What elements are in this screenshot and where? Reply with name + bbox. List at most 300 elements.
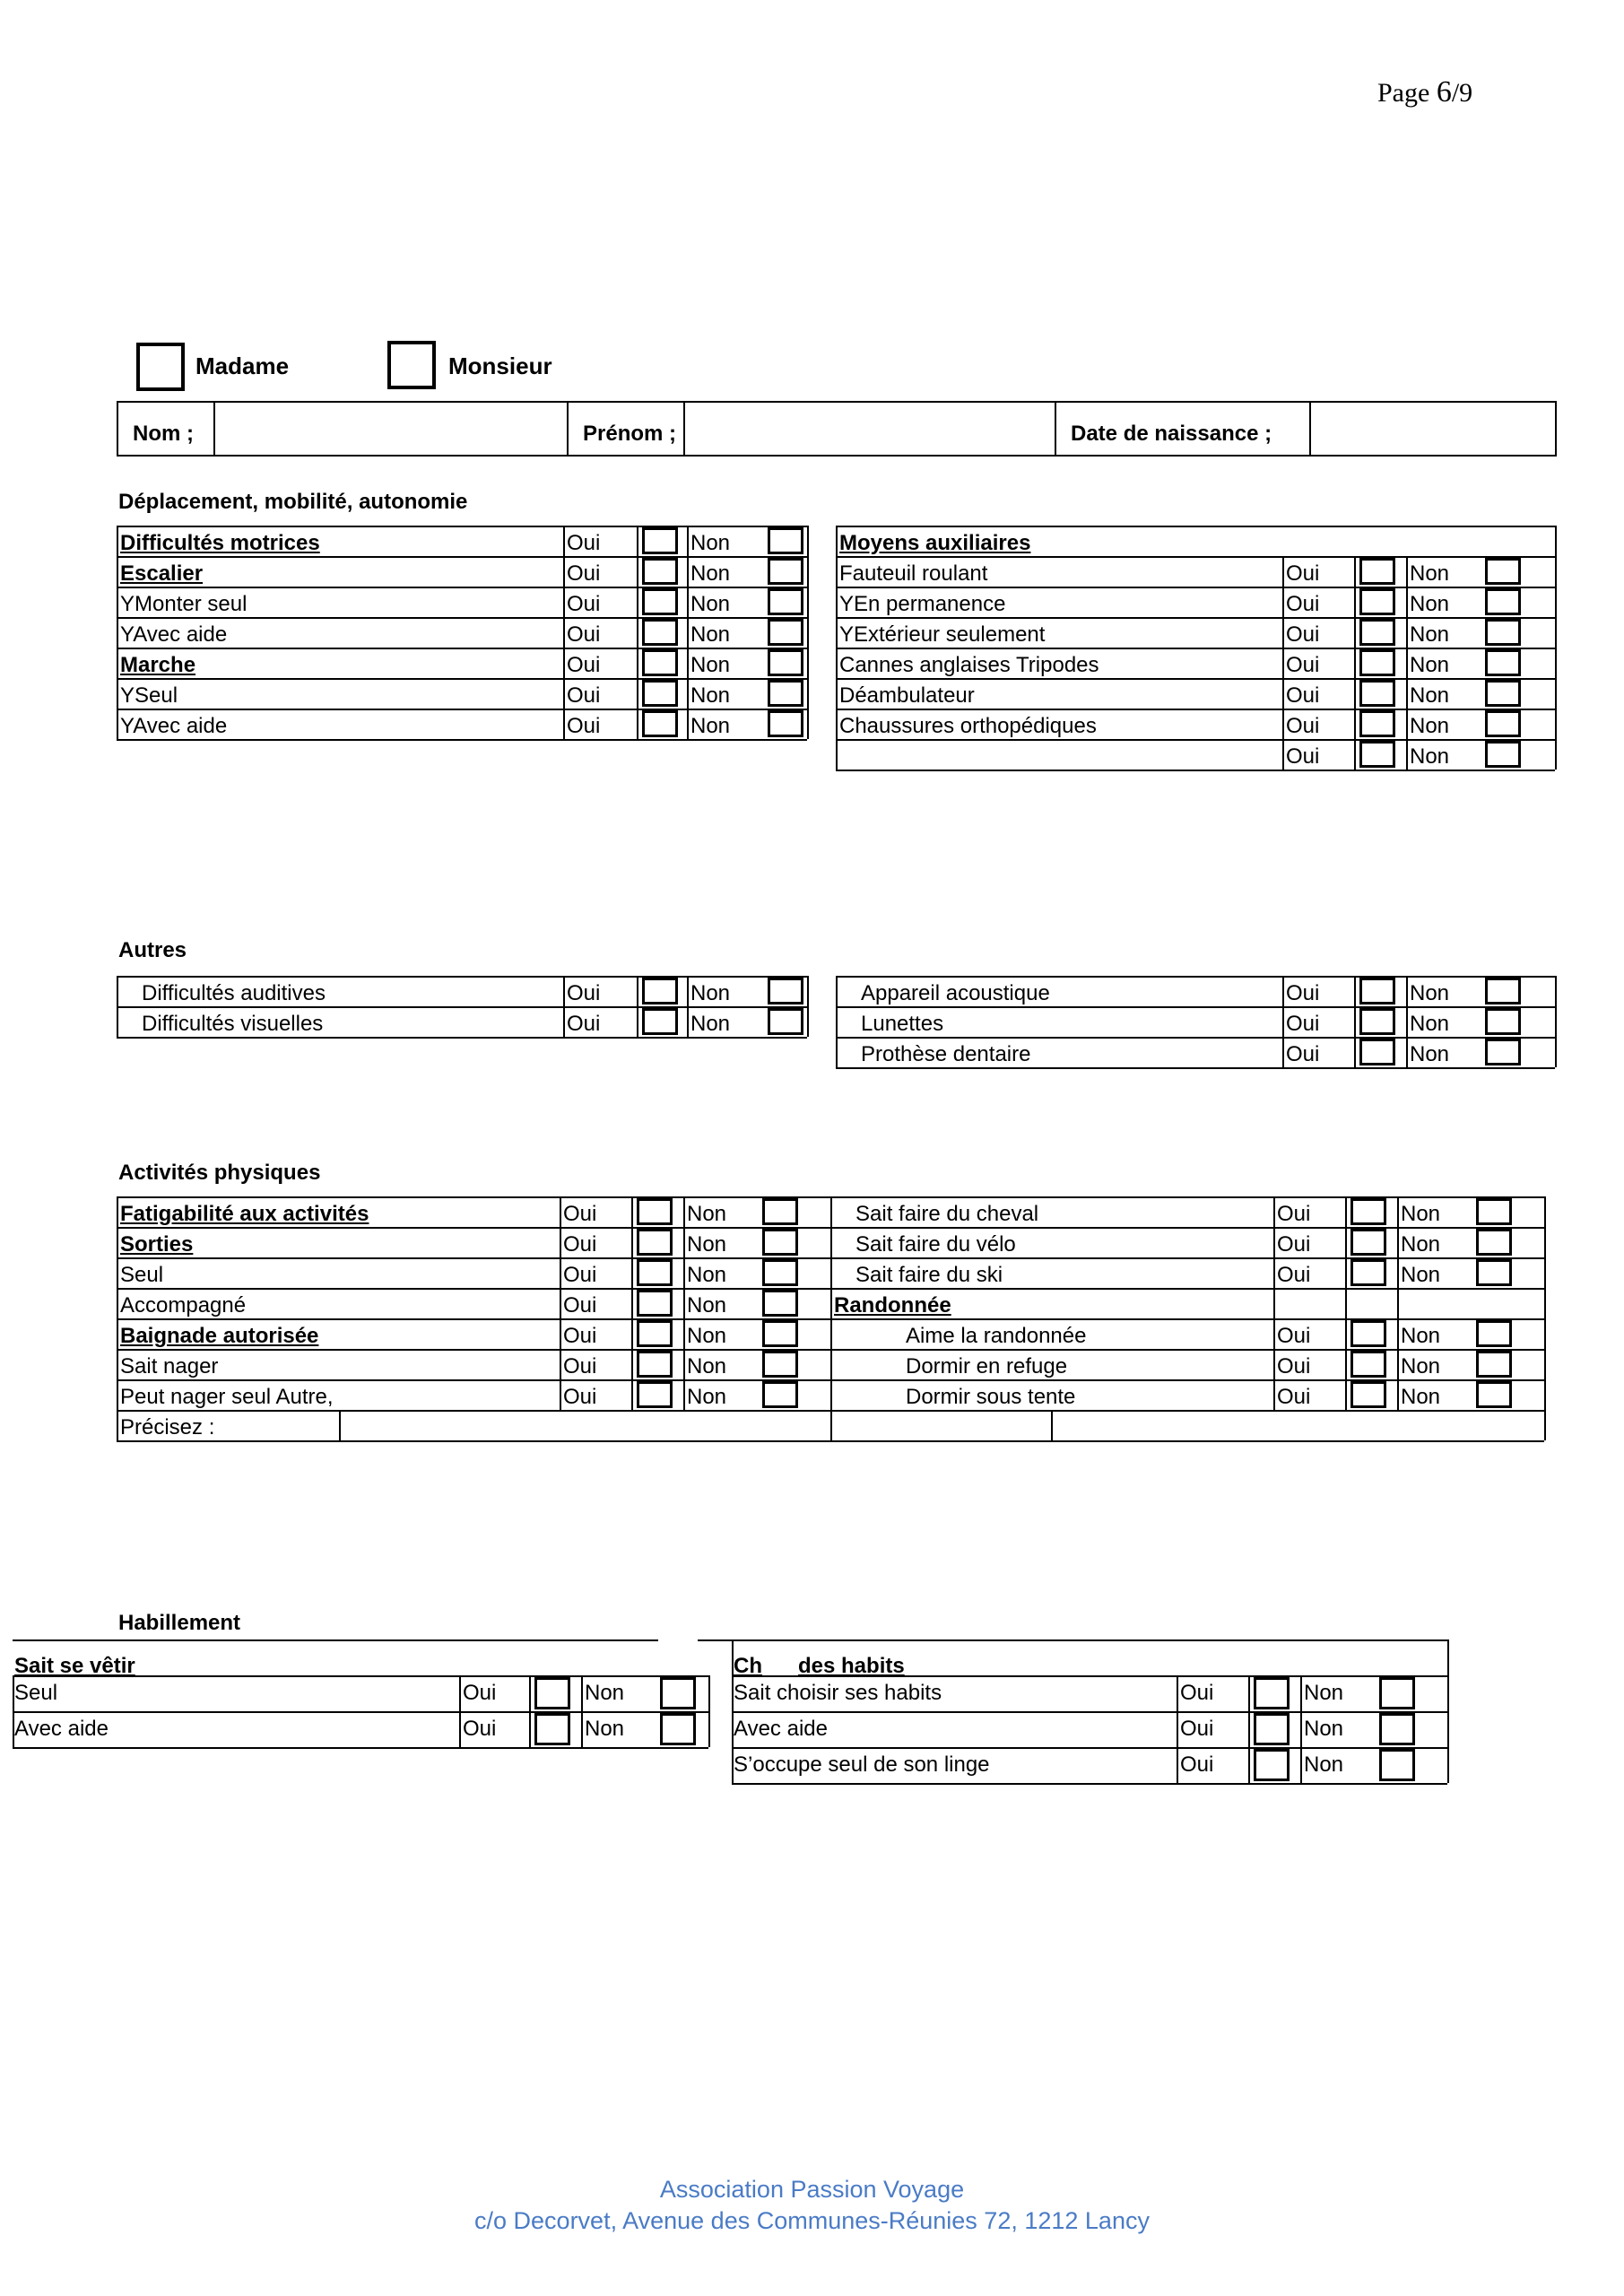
moyens-auxiliaires-oui-checkbox[interactable]	[1359, 588, 1395, 615]
autres-right-oui-label: Oui	[1286, 1012, 1320, 1036]
activites-left-oui-checkbox[interactable]	[637, 1320, 673, 1347]
rule-line	[732, 1783, 1447, 1785]
autres-right-oui-checkbox[interactable]	[1359, 978, 1395, 1004]
deplacement-left-non-checkbox[interactable]	[768, 588, 803, 615]
deplacement-left-label: Escalier	[120, 561, 204, 586]
activites-left-non-checkbox[interactable]	[762, 1351, 798, 1378]
activites-left-label: Baignade autorisée	[120, 1324, 319, 1348]
choix-habits-oui-label: Oui	[1180, 1752, 1214, 1777]
rule-line	[836, 526, 1555, 527]
activites-right-oui-label: Oui	[1277, 1202, 1311, 1226]
rule-line	[836, 556, 838, 770]
rule-line	[836, 617, 1555, 619]
rule-line	[529, 1675, 531, 1747]
choix-habits-non-checkbox[interactable]	[1379, 1749, 1415, 1781]
rule-line	[117, 1227, 830, 1229]
rule-line	[563, 976, 565, 1037]
rule-line	[1406, 976, 1408, 1067]
rule-line	[732, 1711, 1447, 1713]
autres-left-oui-label: Oui	[567, 1012, 601, 1036]
nom-field[interactable]	[215, 403, 565, 455]
autres-left-non-checkbox[interactable]	[768, 1008, 803, 1035]
rule-line	[117, 556, 807, 558]
activites-left-non-checkbox[interactable]	[762, 1290, 798, 1317]
rule-line	[117, 526, 118, 739]
moyens-auxiliaires-non-checkbox[interactable]	[1485, 558, 1521, 585]
moyens-auxiliaires-oui-label: Oui	[1286, 683, 1320, 708]
rule-line	[117, 709, 807, 710]
autres-left-non-checkbox[interactable]	[768, 978, 803, 1004]
rule-line	[836, 526, 838, 556]
deplacement-left-non-checkbox[interactable]	[768, 680, 803, 707]
nom-label: Nom ;	[133, 422, 194, 446]
deplacement-left-non-label: Non	[690, 561, 731, 586]
activites-left-label: Seul	[120, 1263, 164, 1287]
activites-left-non-checkbox[interactable]	[762, 1259, 798, 1286]
activites-left-non-checkbox[interactable]	[762, 1198, 798, 1225]
moyens-auxiliaires-label: Chaussures orthopédiques	[839, 714, 1097, 738]
moyens-auxiliaires-oui-label: Oui	[1286, 744, 1320, 769]
activites-left-oui-label: Oui	[563, 1263, 597, 1287]
rule-line	[117, 1037, 807, 1039]
activites-right-non-label: Non	[1401, 1324, 1441, 1348]
rule-line	[1354, 556, 1356, 770]
choix-habits-non-checkbox[interactable]	[1379, 1713, 1415, 1745]
deplacement-left-non-checkbox[interactable]	[768, 619, 803, 646]
moyens-auxiliaires-oui-checkbox[interactable]	[1359, 649, 1395, 676]
rule-line	[117, 739, 807, 741]
rule-line	[1177, 1675, 1178, 1783]
autres-right-label: Appareil acoustique	[861, 981, 1050, 1005]
rule-line	[732, 1675, 1447, 1677]
rule-line	[836, 1037, 1555, 1039]
autres-left-non-label: Non	[690, 1012, 731, 1036]
activites-left-non-checkbox[interactable]	[762, 1381, 798, 1408]
deplacement-left-non-checkbox[interactable]	[768, 710, 803, 737]
sait-se-vetir-label: Seul	[14, 1681, 58, 1705]
rule-line	[836, 709, 1555, 710]
deplacement-left-non-checkbox[interactable]	[768, 527, 803, 554]
deplacement-left-oui-checkbox[interactable]	[642, 588, 678, 615]
rule-line	[1397, 1196, 1399, 1410]
moyens-auxiliaires-non-checkbox[interactable]	[1485, 710, 1521, 737]
autres-right-label: Prothèse dentaire	[861, 1042, 1031, 1066]
choix-habits-oui-label: Oui	[1180, 1717, 1214, 1741]
activites-right-non-checkbox[interactable]	[1476, 1381, 1512, 1408]
activites-left-label: Sorties	[120, 1232, 194, 1257]
rule-line	[117, 1349, 830, 1351]
rule-line	[117, 976, 118, 1037]
activites-right-oui-label: Oui	[1277, 1232, 1311, 1257]
date-naissance-label: Date de naissance ;	[1071, 422, 1272, 446]
moyens-auxiliaires-oui-label: Oui	[1286, 622, 1320, 647]
rule-line	[836, 739, 1555, 741]
autres-right-oui-label: Oui	[1286, 1042, 1320, 1066]
activites-right-non-label: Non	[1401, 1263, 1441, 1287]
rule-line	[1273, 1196, 1275, 1410]
activites-right-oui-checkbox[interactable]	[1350, 1381, 1386, 1408]
section-habillement-title: Habillement	[118, 1611, 241, 1635]
autres-right-non-label: Non	[1410, 1042, 1450, 1066]
deplacement-left-label: Difficultés motrices	[120, 531, 320, 555]
moyens-auxiliaires-oui-label: Oui	[1286, 592, 1320, 616]
activites-right-label: Dormir sous tente	[906, 1385, 1076, 1409]
rule-line	[117, 1379, 830, 1381]
rule-line	[830, 1349, 1544, 1351]
moyens-auxiliaires-non-label: Non	[1410, 653, 1450, 677]
rule-line	[637, 976, 638, 1037]
deplacement-left-oui-checkbox[interactable]	[642, 558, 678, 585]
footer-address: c/o Decorvet, Avenue des Communes-Réunies 72, 1212 Lancy	[474, 2207, 1150, 2234]
autres-right-label: Lunettes	[861, 1012, 944, 1036]
rule-line	[830, 1318, 1544, 1320]
activites-left-non-label: Non	[687, 1232, 727, 1257]
rule-line	[117, 1257, 830, 1259]
moyens-auxiliaires-non-label: Non	[1410, 683, 1450, 708]
sait-se-vetir-non-checkbox[interactable]	[660, 1713, 696, 1745]
choix-habits-non-label: Non	[1304, 1752, 1344, 1777]
moyens-auxiliaires-non-checkbox[interactable]	[1485, 741, 1521, 768]
rule-line	[836, 976, 1555, 978]
activites-right-non-checkbox[interactable]	[1476, 1229, 1512, 1256]
section-deplacement-title: Déplacement, mobilité, autonomie	[118, 490, 468, 514]
sait-se-vetir-oui-label: Oui	[463, 1681, 497, 1705]
page-label: Page	[1377, 78, 1430, 108]
rule-line	[13, 1747, 708, 1749]
moyens-auxiliaires-non-label: Non	[1410, 714, 1450, 738]
activites-left-non-label: Non	[687, 1385, 727, 1409]
rule-line	[1345, 1196, 1347, 1410]
activites-left-oui-checkbox[interactable]	[637, 1198, 673, 1225]
deplacement-left-oui-checkbox[interactable]	[642, 527, 678, 554]
rule-line	[581, 1675, 583, 1747]
moyens-auxiliaires-non-checkbox[interactable]	[1485, 619, 1521, 646]
activites-right-non-label: Non	[1401, 1232, 1441, 1257]
choix-habits-header-b: des habits	[798, 1654, 905, 1678]
deplacement-left-label: YSeul	[120, 683, 178, 708]
rule-line	[1248, 1675, 1250, 1783]
rule-line	[807, 976, 809, 1037]
precisez-field-2[interactable]	[1053, 1412, 1542, 1439]
choix-habits-label: Avec aide	[734, 1717, 828, 1741]
rule-line	[563, 526, 565, 739]
rule-line	[1354, 976, 1356, 1067]
section-activites-title: Activités physiques	[118, 1161, 321, 1185]
activites-left-label: Sait nager	[120, 1354, 219, 1378]
rule-line	[830, 1410, 832, 1440]
choix-habits-oui-checkbox[interactable]	[1254, 1749, 1290, 1781]
moyens-auxiliaires-oui-checkbox[interactable]	[1359, 558, 1395, 585]
deplacement-left-non-checkbox[interactable]	[768, 649, 803, 676]
deplacement-left-non-label: Non	[690, 683, 731, 708]
choix-habits-non-checkbox[interactable]	[1379, 1677, 1415, 1709]
rule-line	[708, 1675, 710, 1747]
activites-right-label: Randonnée	[834, 1293, 951, 1318]
autres-right-oui-label: Oui	[1286, 981, 1320, 1005]
rule-line	[117, 1196, 118, 1410]
activites-right-non-checkbox[interactable]	[1476, 1198, 1512, 1225]
autres-left-oui-label: Oui	[567, 981, 601, 1005]
choix-habits-non-label: Non	[1304, 1717, 1344, 1741]
rule-line	[683, 1196, 685, 1410]
deplacement-left-oui-checkbox[interactable]	[642, 619, 678, 646]
activites-left-label: Fatigabilité aux activités	[120, 1202, 369, 1226]
activites-left-non-checkbox[interactable]	[762, 1229, 798, 1256]
activites-left-oui-checkbox[interactable]	[637, 1259, 673, 1286]
rule-line	[1447, 1675, 1449, 1783]
rule-line	[836, 587, 1555, 588]
rule-line	[1447, 1639, 1449, 1675]
deplacement-left-label: YAvec aide	[120, 714, 228, 738]
activites-right-label: Aime la randonnée	[906, 1324, 1087, 1348]
rule-line	[830, 1196, 832, 1410]
rule-line	[13, 1675, 708, 1677]
monsieur-label: Monsieur	[448, 352, 552, 379]
activites-right-non-label: Non	[1401, 1202, 1441, 1226]
sait-se-vetir-non-label: Non	[585, 1717, 625, 1741]
choix-habits-header-a: Ch	[734, 1654, 762, 1678]
activites-left-non-label: Non	[687, 1293, 727, 1318]
autres-left-label: Difficultés visuelles	[142, 1012, 324, 1036]
autres-right-non-checkbox[interactable]	[1485, 1039, 1521, 1065]
activites-right-oui-label: Oui	[1277, 1324, 1311, 1348]
rule-line	[836, 770, 1555, 771]
rule-line	[830, 1196, 1544, 1198]
activites-left-non-label: Non	[687, 1324, 727, 1348]
moyens-auxiliaires-label: YExtérieur seulement	[839, 622, 1046, 647]
activites-right-oui-checkbox[interactable]	[1350, 1351, 1386, 1378]
rule-line	[830, 1379, 1544, 1381]
rule-line	[117, 1318, 830, 1320]
activites-left-oui-checkbox[interactable]	[637, 1229, 673, 1256]
deplacement-left-oui-checkbox[interactable]	[642, 649, 678, 676]
deplacement-left-non-label: Non	[690, 622, 731, 647]
page-number	[1377, 75, 1624, 109]
rule-line	[1300, 1675, 1302, 1783]
rule-line	[1282, 976, 1284, 1067]
activites-left-non-label: Non	[687, 1202, 727, 1226]
rule-line	[459, 1675, 461, 1747]
rule-line	[117, 1410, 118, 1440]
rule-line	[117, 648, 807, 649]
activites-right-oui-checkbox[interactable]	[1350, 1229, 1386, 1256]
autres-left-oui-checkbox[interactable]	[642, 978, 678, 1004]
activites-left-label: Accompagné	[120, 1293, 247, 1318]
rule-line	[687, 976, 689, 1037]
activites-right-oui-checkbox[interactable]	[1350, 1259, 1386, 1286]
sait-se-vetir-oui-checkbox[interactable]	[534, 1677, 570, 1709]
deplacement-left-non-label: Non	[690, 714, 731, 738]
activites-right-oui-checkbox[interactable]	[1350, 1320, 1386, 1347]
activites-right-label: Sait faire du vélo	[855, 1232, 1016, 1257]
rule-line	[13, 1639, 658, 1641]
moyens-auxiliaires-non-label: Non	[1410, 744, 1450, 769]
deplacement-left-oui-label: Oui	[567, 592, 601, 616]
activites-right-non-checkbox[interactable]	[1476, 1351, 1512, 1378]
sait-se-vetir-non-checkbox[interactable]	[660, 1677, 696, 1709]
moyens-auxiliaires-oui-label: Oui	[1286, 561, 1320, 586]
moyens-auxiliaires-oui-label: Oui	[1286, 714, 1320, 738]
madame-checkbox[interactable]	[136, 343, 185, 391]
moyens-auxiliaires-oui-checkbox[interactable]	[1359, 741, 1395, 768]
activites-right-oui-label: Oui	[1277, 1354, 1311, 1378]
deplacement-left-non-label: Non	[690, 531, 731, 555]
choix-habits-label: Sait choisir ses habits	[734, 1681, 942, 1705]
deplacement-left-oui-label: Oui	[567, 561, 601, 586]
activites-left-oui-label: Oui	[563, 1354, 597, 1378]
autres-left-label: Difficultés auditives	[142, 981, 326, 1005]
rule-line	[631, 1196, 633, 1410]
deplacement-left-non-label: Non	[690, 592, 731, 616]
activites-left-oui-label: Oui	[563, 1324, 597, 1348]
choix-habits-label: S’occupe seul de son linge	[734, 1752, 990, 1777]
rule-line	[117, 1288, 830, 1290]
activites-left-label: Peut nager seul Autre,	[120, 1385, 334, 1409]
deplacement-left-label: YMonter seul	[120, 592, 248, 616]
moyens-auxiliaires-non-checkbox[interactable]	[1485, 649, 1521, 676]
deplacement-left-oui-checkbox[interactable]	[642, 680, 678, 707]
rule-line	[836, 1067, 1555, 1069]
autres-right-non-label: Non	[1410, 981, 1450, 1005]
rule-line	[117, 587, 807, 588]
activites-right-non-checkbox[interactable]	[1476, 1320, 1512, 1347]
precisez-field[interactable]	[341, 1412, 829, 1439]
activites-left-oui-label: Oui	[563, 1232, 597, 1257]
rule-line	[836, 1006, 1555, 1008]
page-current: 6	[1436, 75, 1452, 109]
monsieur-checkbox[interactable]	[387, 341, 436, 389]
rule-line	[836, 678, 1555, 680]
moyens-auxiliaires-non-label: Non	[1410, 561, 1450, 586]
rule-line	[830, 1227, 1544, 1229]
choix-habits-oui-checkbox[interactable]	[1254, 1677, 1290, 1709]
moyens-auxiliaires-oui-label: Oui	[1286, 653, 1320, 677]
activites-left-oui-checkbox[interactable]	[637, 1381, 673, 1408]
autres-right-non-checkbox[interactable]	[1485, 1008, 1521, 1035]
sait-se-vetir-oui-checkbox[interactable]	[534, 1713, 570, 1745]
rule-line	[1555, 526, 1557, 556]
activites-right-non-label: Non	[1401, 1354, 1441, 1378]
rule-line	[732, 1747, 1447, 1749]
rule-line	[1555, 556, 1557, 770]
activites-right-label: Sait faire du ski	[855, 1263, 1003, 1287]
moyens-auxiliaires-non-checkbox[interactable]	[1485, 680, 1521, 707]
sait-se-vetir-non-label: Non	[585, 1681, 625, 1705]
sait-se-vetir-header: Sait se vêtir	[14, 1654, 135, 1678]
deplacement-left-non-label: Non	[690, 653, 731, 677]
rule-line	[117, 1006, 807, 1008]
moyens-auxiliaires-label: Cannes anglaises Tripodes	[839, 653, 1099, 677]
moyens-auxiliaires-label: YEn permanence	[839, 592, 1006, 616]
activites-right-oui-label: Oui	[1277, 1385, 1311, 1409]
rule-line	[836, 648, 1555, 649]
activites-left-non-label: Non	[687, 1263, 727, 1287]
rule-line	[836, 976, 838, 1067]
rule-line	[1406, 556, 1408, 770]
prenom-field[interactable]	[685, 403, 1053, 455]
autres-right-oui-checkbox[interactable]	[1359, 1008, 1395, 1035]
activites-left-oui-checkbox[interactable]	[637, 1290, 673, 1317]
deplacement-left-label: YAvec aide	[120, 622, 228, 647]
rule-line	[687, 526, 689, 739]
prenom-label: Prénom ;	[583, 422, 677, 446]
activites-left-oui-label: Oui	[563, 1385, 597, 1409]
deplacement-left-oui-label: Oui	[567, 622, 601, 647]
autres-left-non-label: Non	[690, 981, 731, 1005]
rule-line	[117, 678, 807, 680]
sait-se-vetir-oui-label: Oui	[463, 1717, 497, 1741]
madame-label: Madame	[195, 352, 290, 379]
date-naissance-field[interactable]	[1311, 403, 1555, 455]
activites-right-label: Dormir en refuge	[906, 1354, 1068, 1378]
rule-line	[698, 1639, 1447, 1641]
moyens-auxiliaires-non-checkbox[interactable]	[1485, 588, 1521, 615]
rule-line	[13, 1711, 708, 1713]
activites-left-non-checkbox[interactable]	[762, 1320, 798, 1347]
autres-right-oui-checkbox[interactable]	[1359, 1039, 1395, 1065]
page-total: /9	[1451, 78, 1473, 108]
moyens-auxiliaires-label: Déambulateur	[839, 683, 975, 708]
activites-left-oui-checkbox[interactable]	[637, 1351, 673, 1378]
deplacement-left-oui-label: Oui	[567, 531, 601, 555]
deplacement-left-oui-checkbox[interactable]	[642, 710, 678, 737]
section-autres-title: Autres	[118, 938, 187, 962]
activites-right-non-label: Non	[1401, 1385, 1441, 1409]
sait-se-vetir-label: Avec aide	[14, 1717, 109, 1741]
activites-right-non-checkbox[interactable]	[1476, 1259, 1512, 1286]
autres-right-non-checkbox[interactable]	[1485, 978, 1521, 1004]
autres-left-oui-checkbox[interactable]	[642, 1008, 678, 1035]
choix-habits-oui-label: Oui	[1180, 1681, 1214, 1705]
moyens-auxiliaires-non-label: Non	[1410, 592, 1450, 616]
activites-right-oui-label: Oui	[1277, 1263, 1311, 1287]
moyens-auxiliaires-label: Fauteuil roulant	[839, 561, 988, 586]
rule-line	[807, 526, 809, 739]
deplacement-left-oui-label: Oui	[567, 653, 601, 677]
rule-line	[1544, 1196, 1546, 1410]
footer-association: Association Passion Voyage	[659, 2176, 965, 2203]
autres-right-non-label: Non	[1410, 1012, 1450, 1036]
activites-right-oui-checkbox[interactable]	[1350, 1198, 1386, 1225]
rule-line	[637, 526, 638, 739]
moyens-auxiliaires-oui-checkbox[interactable]	[1359, 680, 1395, 707]
moyens-auxiliaires-non-label: Non	[1410, 622, 1450, 647]
moyens-auxiliaires-oui-checkbox[interactable]	[1359, 619, 1395, 646]
rule-line	[117, 1196, 830, 1198]
activites-right-label: Sait faire du cheval	[855, 1202, 1039, 1226]
rule-line	[1555, 976, 1557, 1067]
activites-left-non-label: Non	[687, 1354, 727, 1378]
precisez-label: Précisez :	[120, 1415, 215, 1439]
moyens-auxiliaires-header: Moyens auxiliaires	[839, 531, 1031, 555]
deplacement-left-non-checkbox[interactable]	[768, 558, 803, 585]
deplacement-left-oui-label: Oui	[567, 683, 601, 708]
choix-habits-oui-checkbox[interactable]	[1254, 1713, 1290, 1745]
activites-left-oui-label: Oui	[563, 1293, 597, 1318]
rule-line	[830, 1257, 1544, 1259]
activites-left-oui-label: Oui	[563, 1202, 597, 1226]
rule-line	[117, 1440, 1544, 1442]
rule-line	[830, 1288, 1544, 1290]
deplacement-left-oui-label: Oui	[567, 714, 601, 738]
deplacement-left-label: Marche	[120, 653, 196, 677]
moyens-auxiliaires-oui-checkbox[interactable]	[1359, 710, 1395, 737]
rule-line	[1544, 1410, 1546, 1440]
rule-line	[117, 617, 807, 619]
choix-habits-non-label: Non	[1304, 1681, 1344, 1705]
rule-line	[117, 976, 807, 978]
rule-line	[117, 526, 807, 527]
